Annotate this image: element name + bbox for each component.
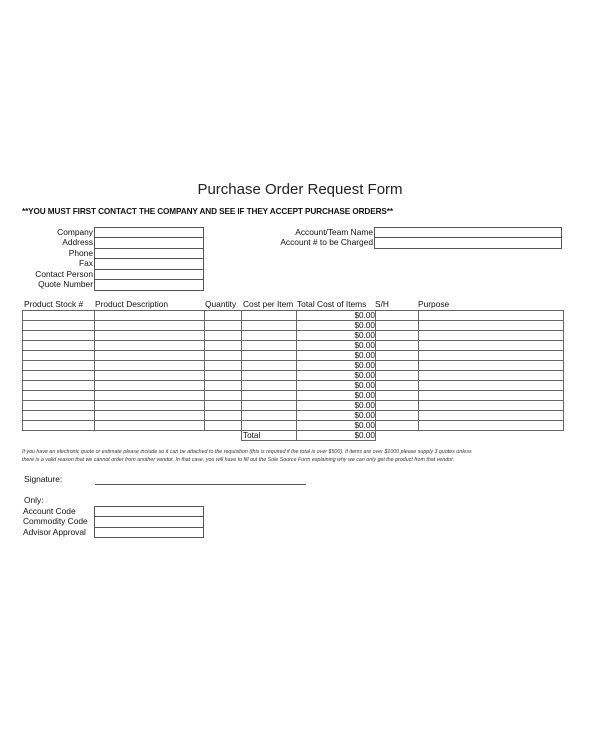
col-header-cost-per-item: Cost per Item bbox=[243, 299, 294, 309]
purpose-cell[interactable] bbox=[419, 321, 564, 331]
description-cell[interactable] bbox=[95, 341, 205, 351]
sh-cell[interactable] bbox=[376, 331, 419, 341]
stock-cell[interactable] bbox=[23, 361, 95, 371]
total-row-empty-cell bbox=[95, 431, 205, 441]
sh-cell[interactable] bbox=[376, 391, 419, 401]
table-row bbox=[23, 361, 564, 371]
purpose-cell[interactable] bbox=[419, 411, 564, 421]
total-cost-cell: $0.00 bbox=[297, 411, 376, 421]
table-row bbox=[23, 341, 564, 351]
quantity-cell[interactable] bbox=[205, 411, 242, 421]
quantity-cell[interactable] bbox=[205, 331, 242, 341]
account-number-label: Account # to be Charged bbox=[280, 237, 373, 248]
account-number-field[interactable] bbox=[375, 238, 561, 248]
stock-cell[interactable] bbox=[23, 341, 95, 351]
description-cell[interactable] bbox=[95, 421, 205, 431]
fine-print-line-1: If you have an electronic quote or estimate please include so it can be attached to the requisition (this is required if the total is over $500). If items are over $1000 please supply 3 quotes unless bbox=[22, 449, 472, 455]
table-row bbox=[23, 401, 564, 411]
total-cost-cell: $0.00 bbox=[297, 341, 376, 351]
cost-per-item-cell[interactable] bbox=[242, 391, 297, 401]
table-row bbox=[23, 321, 564, 331]
office-use-heading: Only: bbox=[24, 495, 44, 505]
description-cell[interactable] bbox=[95, 351, 205, 361]
sh-cell[interactable] bbox=[376, 411, 419, 421]
cost-per-item-cell[interactable] bbox=[242, 421, 297, 431]
phone-label: Phone bbox=[68, 247, 93, 258]
quantity-cell[interactable] bbox=[205, 351, 242, 361]
cost-per-item-cell[interactable] bbox=[242, 411, 297, 421]
grand-total-value: $0.00 bbox=[297, 431, 376, 441]
table-row bbox=[23, 311, 564, 321]
purpose-cell[interactable] bbox=[419, 391, 564, 401]
purpose-cell[interactable] bbox=[419, 401, 564, 411]
contact-person-label: Contact Person bbox=[35, 268, 93, 279]
fax-field[interactable] bbox=[95, 259, 203, 269]
table-row bbox=[23, 331, 564, 341]
stock-cell[interactable] bbox=[23, 311, 95, 321]
advisor-approval-field[interactable] bbox=[95, 528, 203, 538]
sh-cell[interactable] bbox=[376, 381, 419, 391]
total-cost-cell: $0.00 bbox=[297, 401, 376, 411]
notice-text: **YOU MUST FIRST CONTACT THE COMPANY AND SEE IF THEY ACCEPT PURCHASE ORDERS** bbox=[22, 207, 393, 216]
total-label: Total bbox=[242, 431, 297, 441]
total-row-empty-cell bbox=[376, 431, 419, 441]
fine-print-line-2: there is a valid reason that we cannot order from another vendor. In that case, you will have to fill out the Sole Source Form explaining why we can only get the product from that vendor. bbox=[22, 457, 455, 463]
quantity-cell[interactable] bbox=[205, 401, 242, 411]
quantity-cell[interactable] bbox=[205, 421, 242, 431]
cost-per-item-cell[interactable] bbox=[242, 371, 297, 381]
signature-line[interactable] bbox=[95, 484, 306, 485]
quantity-cell[interactable] bbox=[205, 391, 242, 401]
table-row bbox=[23, 411, 564, 421]
cost-per-item-cell[interactable] bbox=[242, 321, 297, 331]
quote-number-label: Quote Number bbox=[38, 279, 93, 290]
stock-cell[interactable] bbox=[23, 331, 95, 341]
sh-cell[interactable] bbox=[376, 351, 419, 361]
office-use-fields-box bbox=[94, 506, 204, 538]
col-header-total-cost: Total Cost of Items bbox=[297, 299, 367, 309]
col-header-sh: S/H bbox=[375, 299, 389, 309]
purpose-cell[interactable] bbox=[419, 331, 564, 341]
description-cell[interactable] bbox=[95, 411, 205, 421]
address-field[interactable] bbox=[95, 238, 203, 248]
account-code-label: Account Code bbox=[23, 506, 76, 516]
total-cost-cell: $0.00 bbox=[297, 421, 376, 431]
description-cell[interactable] bbox=[95, 391, 205, 401]
table-row bbox=[23, 421, 564, 431]
cost-per-item-cell[interactable] bbox=[242, 311, 297, 321]
description-cell[interactable] bbox=[95, 371, 205, 381]
purpose-cell[interactable] bbox=[419, 381, 564, 391]
cost-per-item-cell[interactable] bbox=[242, 331, 297, 341]
sh-cell[interactable] bbox=[376, 361, 419, 371]
signature-label: Signature: bbox=[24, 474, 63, 484]
address-label: Address bbox=[62, 237, 93, 248]
account-team-name-label: Account/Team Name bbox=[295, 227, 373, 237]
vendor-fields-box bbox=[94, 227, 204, 291]
quote-number-field[interactable] bbox=[95, 280, 203, 290]
total-row-empty-cell bbox=[419, 431, 564, 441]
purpose-cell[interactable] bbox=[419, 361, 564, 371]
purpose-cell[interactable] bbox=[419, 311, 564, 321]
table-row bbox=[23, 381, 564, 391]
contact-person-field[interactable] bbox=[95, 270, 203, 280]
cost-per-item-cell[interactable] bbox=[242, 361, 297, 371]
stock-cell[interactable] bbox=[23, 321, 95, 331]
table-row bbox=[23, 351, 564, 361]
col-header-stock: Product Stock # bbox=[24, 299, 84, 309]
purpose-cell[interactable] bbox=[419, 351, 564, 361]
total-cost-cell: $0.00 bbox=[297, 371, 376, 381]
col-header-description: Product Description bbox=[95, 299, 169, 309]
cost-per-item-cell[interactable] bbox=[242, 401, 297, 411]
cost-per-item-cell[interactable] bbox=[242, 341, 297, 351]
cost-per-item-cell[interactable] bbox=[242, 381, 297, 391]
purpose-cell[interactable] bbox=[419, 421, 564, 431]
cost-per-item-cell[interactable] bbox=[242, 351, 297, 361]
account-fields-box bbox=[374, 227, 562, 249]
items-table-body bbox=[23, 311, 564, 441]
table-row bbox=[23, 371, 564, 381]
stock-cell[interactable] bbox=[23, 411, 95, 421]
company-label: Company bbox=[57, 227, 93, 237]
total-row bbox=[23, 431, 564, 441]
items-table bbox=[22, 310, 564, 441]
quantity-cell[interactable] bbox=[205, 381, 242, 391]
commodity-code-label: Commodity Code bbox=[23, 516, 88, 527]
description-cell[interactable] bbox=[95, 381, 205, 391]
vendor-labels bbox=[20, 227, 93, 289]
description-cell[interactable] bbox=[95, 361, 205, 371]
commodity-code-field[interactable] bbox=[95, 517, 203, 527]
total-row-empty-cell bbox=[23, 431, 95, 441]
total-row-empty-cell bbox=[205, 431, 242, 441]
description-cell[interactable] bbox=[95, 331, 205, 341]
sh-cell[interactable] bbox=[376, 341, 419, 351]
form-title: Purchase Order Request Form bbox=[197, 181, 403, 198]
company-field[interactable] bbox=[95, 228, 203, 238]
advisor-approval-label: Advisor Approval bbox=[23, 526, 86, 537]
col-header-purpose: Purpose bbox=[418, 299, 450, 309]
total-cost-cell: $0.00 bbox=[297, 321, 376, 331]
account-team-name-field[interactable] bbox=[375, 228, 561, 238]
col-header-quantity: Quantity bbox=[205, 299, 237, 309]
stock-cell[interactable] bbox=[23, 371, 95, 381]
sh-cell[interactable] bbox=[376, 401, 419, 411]
purpose-cell[interactable] bbox=[419, 371, 564, 381]
total-cost-cell: $0.00 bbox=[297, 381, 376, 391]
stock-cell[interactable] bbox=[23, 401, 95, 411]
total-cost-cell: $0.00 bbox=[297, 361, 376, 371]
quantity-cell[interactable] bbox=[205, 321, 242, 331]
quantity-cell[interactable] bbox=[205, 361, 242, 371]
total-cost-cell: $0.00 bbox=[297, 331, 376, 341]
description-cell[interactable] bbox=[95, 401, 205, 411]
sh-cell[interactable] bbox=[376, 421, 419, 431]
stock-cell[interactable] bbox=[23, 391, 95, 401]
total-cost-cell: $0.00 bbox=[297, 351, 376, 361]
sh-cell[interactable] bbox=[376, 371, 419, 381]
sh-cell[interactable] bbox=[376, 311, 419, 321]
description-cell[interactable] bbox=[95, 311, 205, 321]
stock-cell[interactable] bbox=[23, 381, 95, 391]
fax-label: Fax bbox=[79, 258, 93, 269]
total-cost-cell: $0.00 bbox=[297, 311, 376, 321]
quantity-cell[interactable] bbox=[205, 311, 242, 321]
phone-field[interactable] bbox=[95, 249, 203, 259]
account-labels bbox=[260, 227, 373, 248]
description-cell[interactable] bbox=[95, 321, 205, 331]
quantity-cell[interactable] bbox=[205, 371, 242, 381]
stock-cell[interactable] bbox=[23, 351, 95, 361]
quantity-cell[interactable] bbox=[205, 341, 242, 351]
table-row bbox=[23, 391, 564, 401]
office-use-labels bbox=[23, 506, 88, 537]
total-cost-cell: $0.00 bbox=[297, 391, 376, 401]
purpose-cell[interactable] bbox=[419, 341, 564, 351]
stock-cell[interactable] bbox=[23, 421, 95, 431]
account-code-field[interactable] bbox=[95, 507, 203, 517]
sh-cell[interactable] bbox=[376, 321, 419, 331]
